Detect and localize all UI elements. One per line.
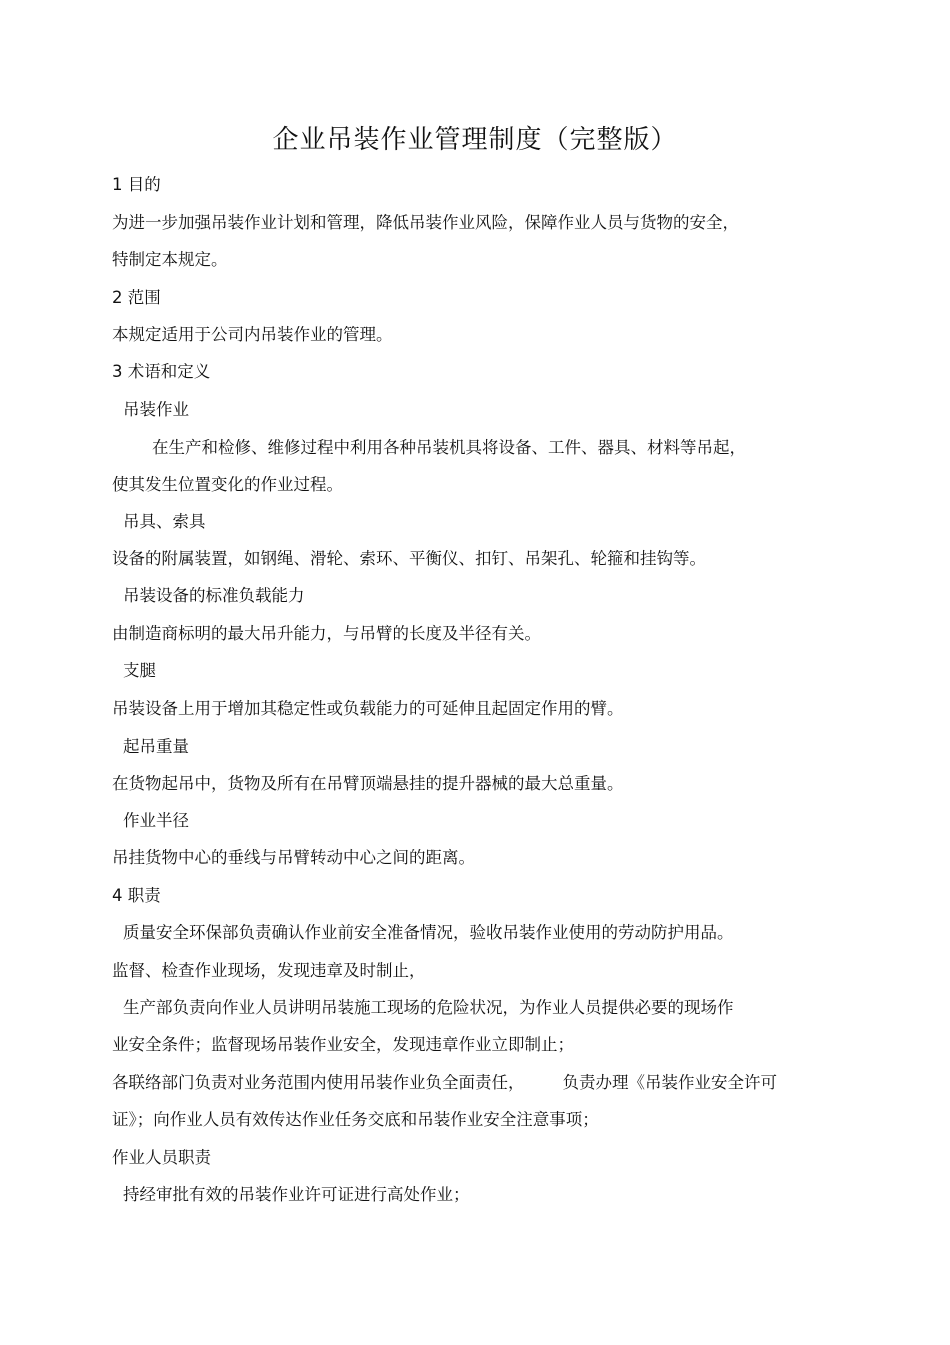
term-heading: 吊具、索具 (123, 512, 206, 531)
section-heading-terms: 3 术语和定义 (112, 362, 211, 381)
section-heading-purpose: 1 目的 (112, 175, 161, 194)
paragraph-line: 监督、检查作业现场，发现违章及时制止， (112, 961, 426, 980)
paragraph-line: 吊挂货物中心的垂线与吊臂转动中心之间的距离。 (112, 848, 475, 867)
paragraph-line-part: 负责办理《吊装作业安全许可 (562, 1073, 777, 1092)
paragraph-line: 持经审批有效的吊装作业许可证进行高处作业； (123, 1185, 470, 1204)
term-heading: 吊装设备的标准负载能力 (123, 586, 305, 605)
paragraph-line: 设备的附属装置，如钢绳、滑轮、索环、平衡仪、扣钉、吊架孔、轮箍和挂钩等。 (112, 549, 706, 568)
section-heading-scope: 2 范围 (112, 288, 161, 307)
page-title: 企业吊装作业管理制度（完整版） (272, 125, 678, 155)
term-heading: 起吊重量 (123, 737, 189, 756)
paragraph-line: 在生产和检修、维修过程中利用各种吊装机具将设备、工件、器具、材料等吊起， (152, 438, 746, 457)
subheading: 作业人员职责 (112, 1148, 211, 1167)
paragraph-line: 证》；向作业人员有效传达作业任务交底和吊装作业安全注意事项； (112, 1110, 599, 1129)
paragraph-line-part: 各联络部门负责对业务范围内使用吊装作业负全面责任， (112, 1073, 525, 1092)
term-heading: 作业半径 (123, 811, 189, 830)
term-heading: 吊装作业 (123, 400, 189, 419)
section-heading-duties: 4 职责 (112, 886, 161, 905)
paragraph-line: 生产部负责向作业人员讲明吊装施工现场的危险状况，为作业人员提供必要的现场作 (123, 998, 734, 1017)
term-heading: 支腿 (123, 661, 156, 680)
paragraph-line: 业安全条件；监督现场吊装作业安全，发现违章作业立即制止； (112, 1035, 574, 1054)
paragraph-line (112, 1072, 777, 1094)
paragraph-line: 使其发生位置变化的作业过程。 (112, 475, 343, 494)
paragraph-line: 特制定本规定。 (112, 250, 228, 269)
paragraph-line: 本规定适用于公司内吊装作业的管理。 (112, 325, 393, 344)
paragraph-line: 为进一步加强吊装作业计划和管理，降低吊装作业风险，保障作业人员与货物的安全， (112, 213, 739, 232)
paragraph-line: 质量安全环保部负责确认作业前安全准备情况，验收吊装作业使用的劳动防护用品。 (123, 923, 734, 942)
paragraph-line: 由制造商标明的最大吊升能力，与吊臂的长度及半径有关。 (112, 624, 541, 643)
paragraph-line: 吊装设备上用于增加其稳定性或负载能力的可延伸且起固定作用的臂。 (112, 699, 624, 718)
paragraph-line: 在货物起吊中，货物及所有在吊臂顶端悬挂的提升器械的最大总重量。 (112, 774, 624, 793)
